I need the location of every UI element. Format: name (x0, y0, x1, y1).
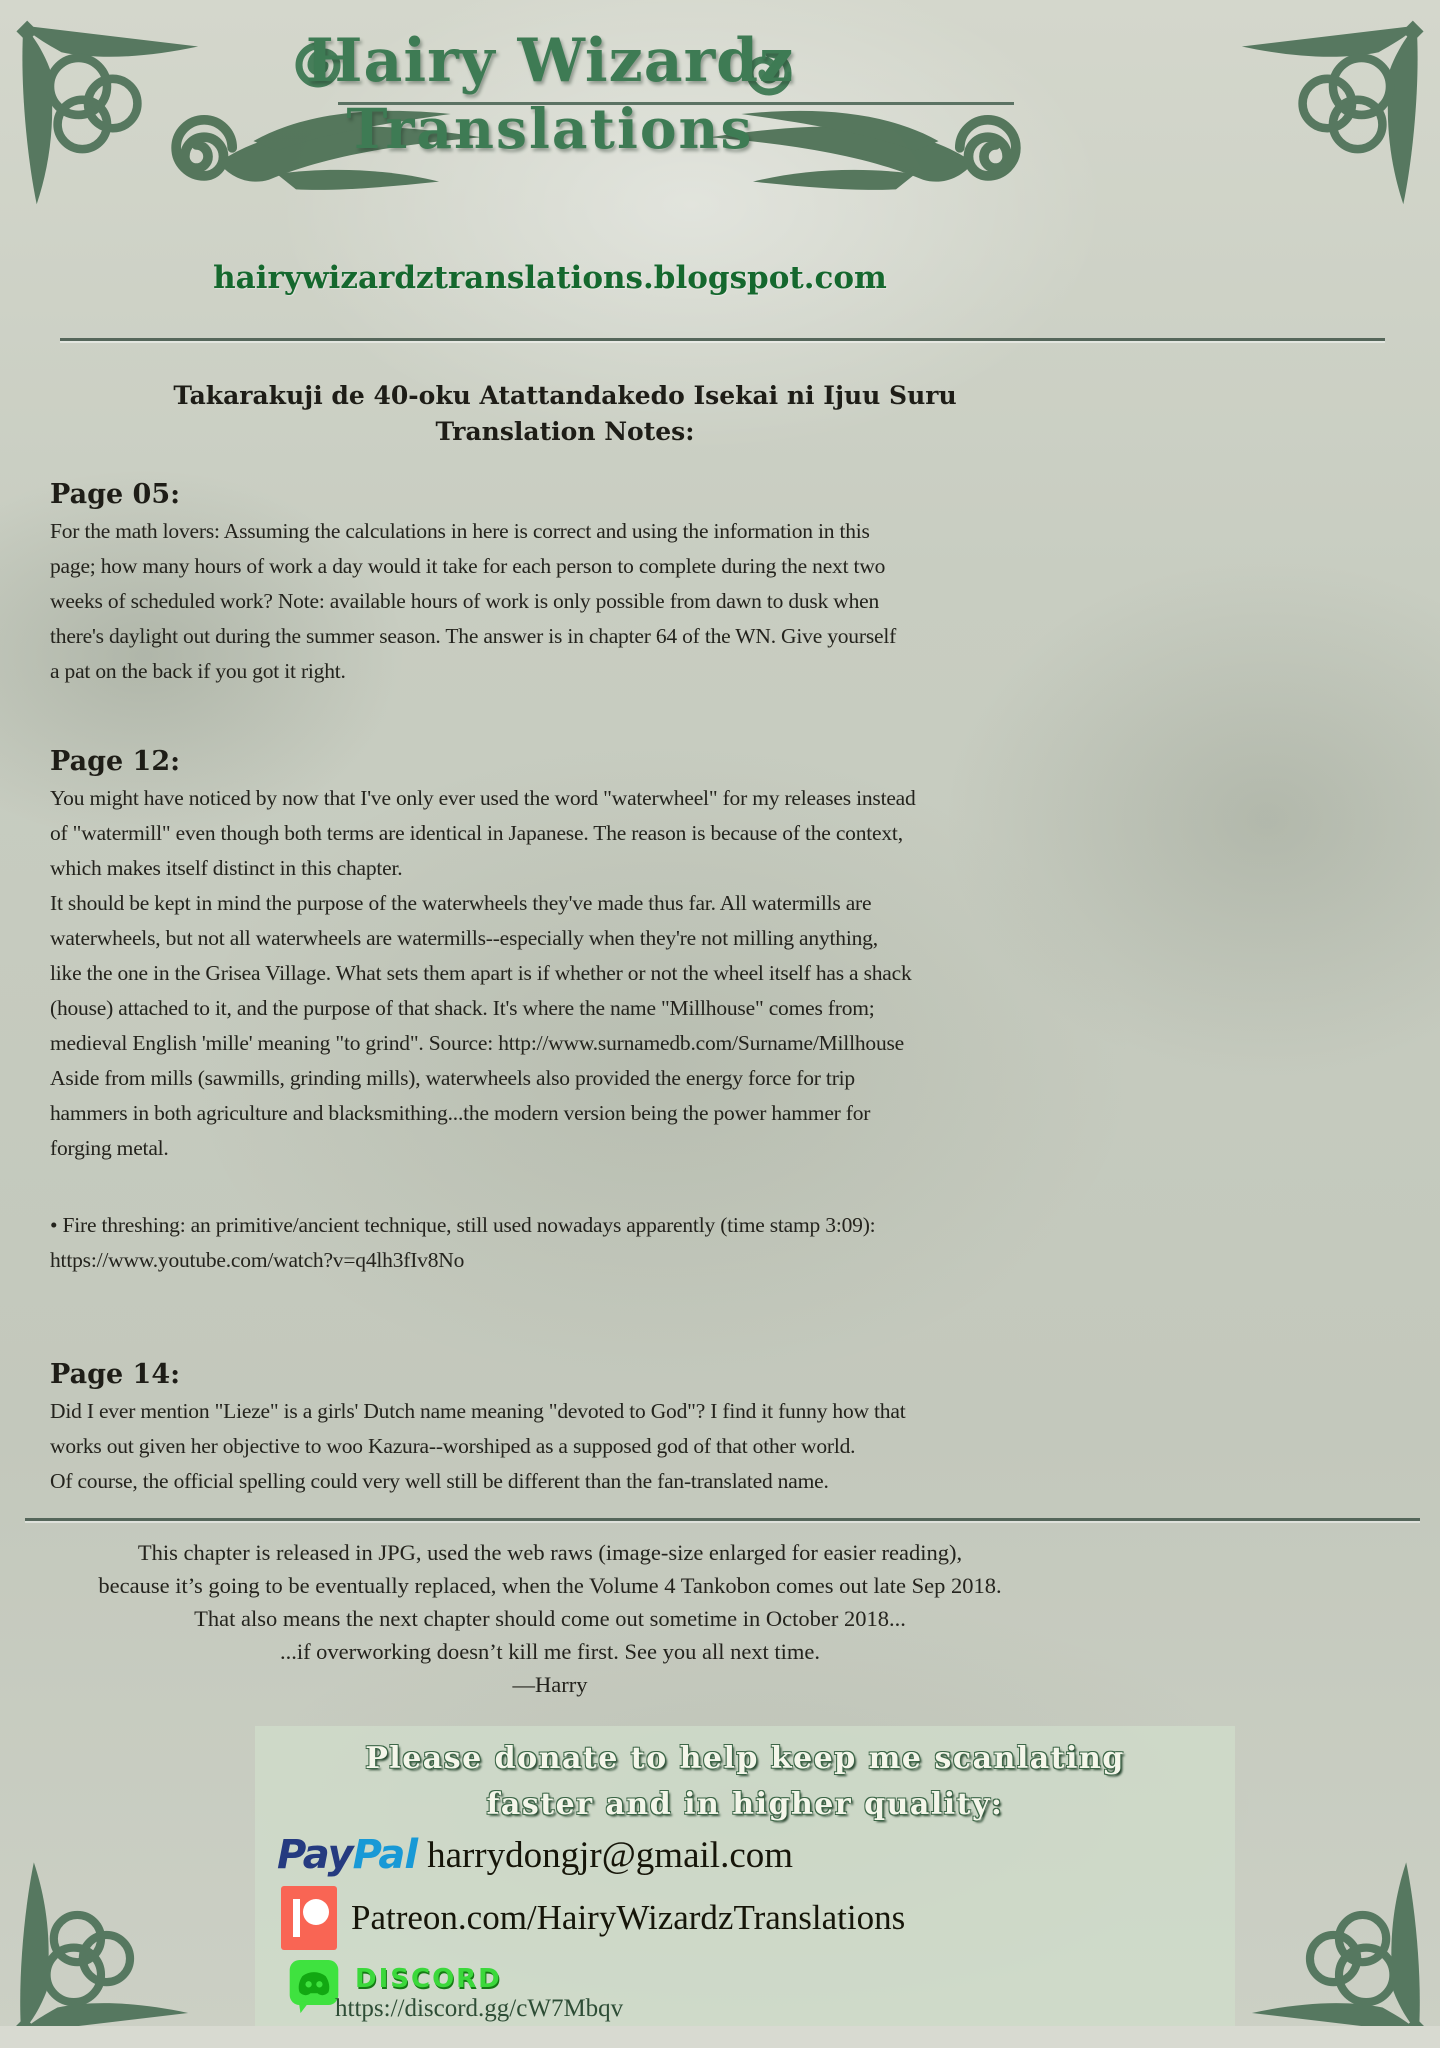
divider-bottom (25, 1518, 1420, 1521)
discord-icon (287, 1960, 341, 2014)
page12-text-line: of "watermill" even though both terms are identical in Japanese. The reason is because of the context, (50, 821, 903, 845)
fire-threshing-bullet: • Fire threshing: an primitive/ancient technique, still used nowadays apparently (time stamp 3:09): (50, 1213, 876, 1237)
paypal-email: harrydongjr@gmail.com (427, 1834, 794, 1876)
paypal-logo (277, 1832, 417, 1878)
paypal-logo-pay: Pay (277, 1832, 353, 1878)
page12-text-line-source-url: medieval English 'mille' meaning "to grind". Source: http://www.surnamedb.com/Surname/Millhouse (50, 1031, 905, 1055)
discord-row (287, 1960, 1235, 2023)
page12-text-line: Aside from mills (sawmills, grinding mills), waterwheels also provided the energy force for trip (50, 1066, 855, 1090)
page05-text-line: there's daylight out during the summer season. The answer is in chapter 64 of the WN. Give yourself (50, 624, 897, 648)
page14-text-line: Of course, the official spelling could very well still be different than the fan-translated name. (50, 1469, 829, 1493)
section-heading-page14: Page 14: (50, 1359, 181, 1390)
discord-invite-url: https://discord.gg/cW7Mbqv (335, 1995, 624, 2022)
group-logo-line1: Hairy Wizardz (305, 26, 795, 96)
page12-text-line: like the one in the Grisea Village. What sets them apart is if whether or not the wheel itself has a shack (50, 961, 912, 985)
bottom-margin-strip (0, 2026, 1440, 2048)
release-note-line: because it’s going to be eventually replaced, when the Volume 4 Tankobon comes out late Sep 2018. (98, 1573, 1002, 1598)
blog-url: hairywizardztranslations.blogspot.com (213, 260, 887, 296)
notes-body (50, 378, 1410, 1499)
page05-text-line: page; how many hours of work a day would it take for each person to complete during the next two (50, 554, 886, 578)
section-heading-page05: Page 05: (50, 479, 181, 510)
paypal-logo-pal: Pal (352, 1832, 418, 1878)
patreon-row (281, 1886, 1235, 1950)
page14-text-line: Did I ever mention "Lieze" is a girls' Dutch name meaning "devoted to God"? I find it funny how that (50, 1399, 906, 1423)
release-note-line: This chapter is released in JPG, used the web raws (image-size enlarged for easier reading), (137, 1540, 963, 1565)
release-note-line: ...if overworking doesn’t kill me first. See you all next time. (279, 1639, 821, 1664)
release-note-line: That also means the next chapter should come out sometime in October 2018... (194, 1606, 906, 1631)
patreon-url-text: Patreon.com/HairyWizardzTranslations (351, 1898, 906, 1937)
donation-appeal-line2: faster and in higher quality: (486, 1787, 1004, 1822)
discord-label: DISCORD (355, 1964, 502, 1994)
page12-text-line: hammers in both agriculture and blacksmithing...the modern version being the power hammer for (50, 1101, 871, 1125)
page05-text-line: weeks of scheduled work? Note: available hours of work is only possible from dawn to dusk when (50, 589, 880, 613)
donation-appeal-line1: Please donate to help keep me scanlating (365, 1741, 1125, 1776)
celtic-corner-bottom-left-icon (8, 1856, 194, 2042)
celtic-corner-top-right-icon (1238, 16, 1428, 211)
page12-text-line: You might have noticed by now that I've only ever used the word "waterwheel" for my releases instead (50, 786, 916, 810)
section-heading-page12: Page 12: (50, 746, 181, 777)
page12-text-line: It should be kept in mind the purpose of the waterwheels they've made thus far. All watermills are (50, 891, 872, 915)
divider-top (60, 338, 1385, 341)
paypal-row (277, 1832, 1235, 1878)
page12-text-line: forging metal. (50, 1136, 169, 1160)
release-note (0, 1536, 1100, 1701)
donation-panel (255, 1726, 1235, 2028)
page12-text-line: (house) attached to it, and the purpose of that shack. It's where the name "Millhouse" comes from; (50, 996, 875, 1020)
page05-text-line: a pat on the back if you got it right. (50, 659, 346, 683)
celtic-corner-bottom-right-icon (1246, 1856, 1432, 2042)
notes-subtitle: Translation Notes: (435, 417, 695, 446)
patreon-icon (281, 1886, 337, 1950)
discord-text-block (335, 1960, 624, 2023)
page05-text-line: For the math lovers: Assuming the calculations in here is correct and using the information in this (50, 519, 870, 543)
page14-text-line: works out given her objective to woo Kazura--worshiped as a supposed god of that other world. (50, 1434, 856, 1458)
page12-text-line: which makes itself distinct in this chapter. (50, 856, 403, 880)
youtube-link-text: https://www.youtube.com/watch?v=q4lh3fIv8No (50, 1248, 465, 1272)
signature-harry: —Harry (512, 1672, 588, 1697)
page12-text-line: waterwheels, but not all waterwheels are watermills--especially when they're not milling anything, (50, 926, 878, 950)
series-title: Takarakuji de 40-oku Atattandakedo Isekai ni Ijuu Suru (173, 381, 957, 410)
group-logo-line2: Translations (346, 96, 754, 161)
